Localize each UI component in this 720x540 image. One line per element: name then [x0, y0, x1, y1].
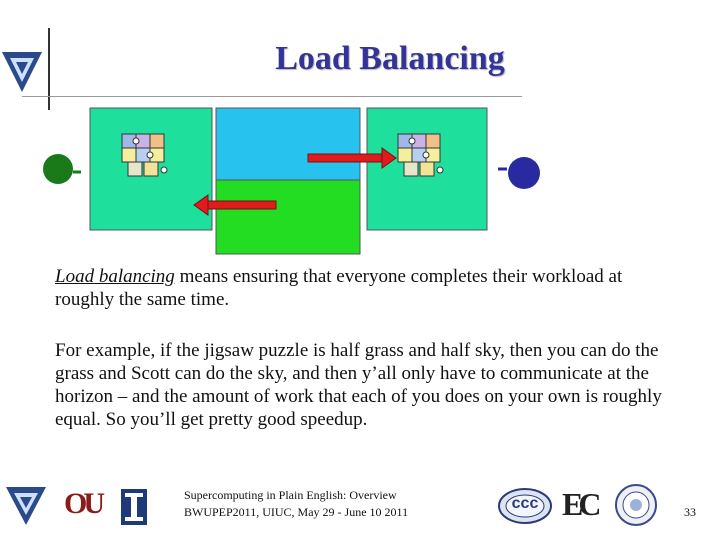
header-horizontal-rule: [22, 96, 522, 97]
term-load-balancing: Load balancing: [55, 266, 175, 287]
person-right-icon: [498, 157, 540, 189]
load-balancing-illustration: [40, 106, 560, 256]
triangle-logo-bottom: [4, 483, 48, 527]
header-vertical-rule: [48, 28, 50, 110]
person-left-icon: [43, 154, 81, 184]
footer-line-1: Supercomputing in Plain English: Overview: [184, 488, 397, 502]
slide-title: Load Balancing: [275, 40, 505, 77]
footer-text: [184, 487, 484, 521]
ou-logo: OU: [64, 487, 101, 520]
sky-half: [216, 108, 360, 180]
illinois-logo: [120, 488, 148, 526]
ccc-logo: ccc: [498, 487, 552, 525]
page-number: 33: [684, 505, 696, 519]
seal-logo: [614, 483, 658, 527]
footer-line-2: BWUPEP2011, UIUC, May 29 - June 10 2011: [184, 505, 409, 519]
ec-logo: EC: [562, 486, 597, 522]
paragraph-1-rest: means ensuring that everyone completes their workload at roughly the same time.: [55, 266, 623, 310]
triangle-logo-top: [0, 44, 44, 96]
paragraph-example: For example, if the jigsaw puzzle is half grass and half sky, then you can do the grass and Scott can do the sky, and then y’all only have to communicate at the horizon – and the amount of work that each of you does on your own is roughly equal. So you’ll get pretty good speedup.: [55, 340, 662, 430]
grass-half: [216, 180, 360, 254]
paragraph-load-balancing: [55, 265, 675, 311]
